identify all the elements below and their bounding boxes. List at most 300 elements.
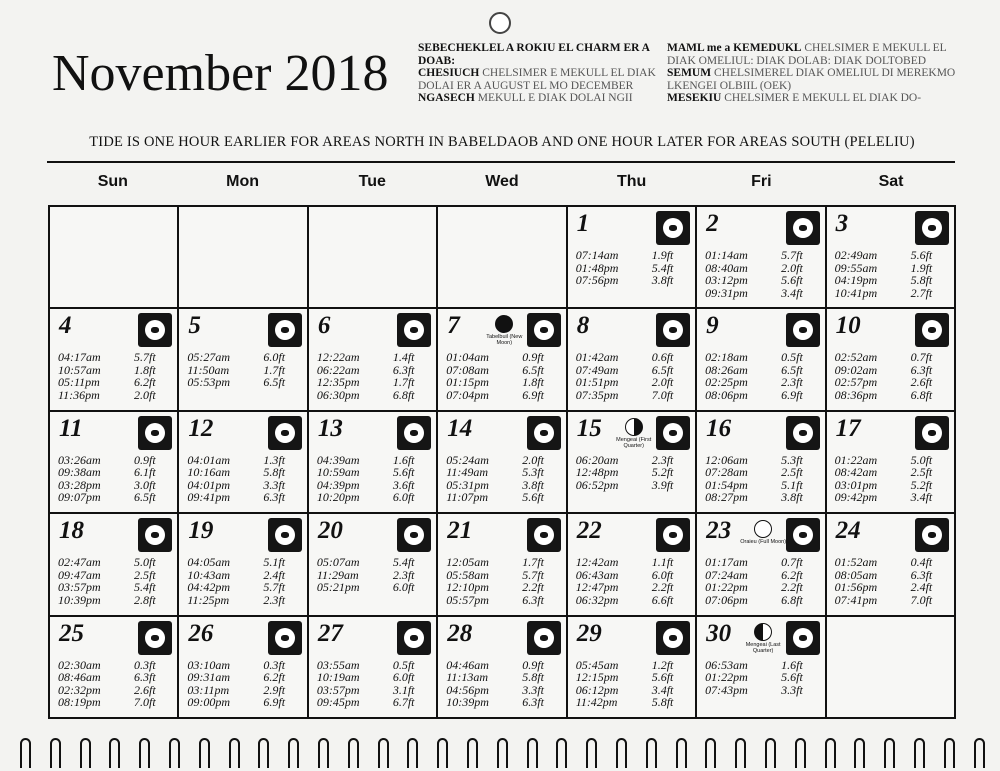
tide-time: 04:01pm bbox=[187, 477, 231, 492]
tide-time: 05:31pm bbox=[446, 477, 489, 492]
day-cell bbox=[568, 412, 697, 514]
tide-entry bbox=[317, 389, 427, 402]
tide-height: 1.9ft bbox=[651, 248, 674, 262]
tide-time: 06:52pm bbox=[575, 477, 619, 492]
day-cell bbox=[50, 514, 179, 616]
day-number: 19 bbox=[188, 517, 214, 545]
tide-time: 11:49am bbox=[446, 465, 489, 480]
tide-list bbox=[835, 351, 945, 401]
tide-time: 08:40am bbox=[705, 260, 748, 275]
binding-ring bbox=[437, 738, 448, 768]
tide-entry bbox=[187, 594, 297, 607]
tide-entry bbox=[705, 556, 815, 569]
tide-list bbox=[446, 659, 556, 709]
tide-time: 10:16am bbox=[187, 465, 231, 480]
tide-height: 6.3ft bbox=[522, 592, 544, 607]
tide-time: 01:22pm bbox=[705, 670, 748, 685]
tide-time: 09:42pm bbox=[834, 490, 878, 505]
binding-ring bbox=[854, 738, 865, 768]
tide-height: 2.2ft bbox=[781, 580, 803, 595]
header-rule bbox=[47, 161, 955, 163]
tide-height: 2.6ft bbox=[134, 682, 156, 697]
legend-left bbox=[418, 42, 664, 105]
tide-time: 01:54pm bbox=[705, 477, 748, 492]
day-number: 2 bbox=[706, 210, 719, 237]
tide-height: 2.8ft bbox=[134, 592, 156, 607]
tide-height: 0.7ft bbox=[910, 350, 933, 365]
tide-entry bbox=[576, 556, 686, 569]
tide-height: 3.8ft bbox=[651, 273, 674, 287]
tide-time: 07:35pm bbox=[575, 387, 619, 402]
tide-height: 3.1ft bbox=[392, 682, 415, 697]
tide-height: 1.7ft bbox=[522, 555, 544, 570]
tide-list bbox=[576, 556, 686, 606]
tide-time: 08:36pm bbox=[834, 387, 878, 402]
ox-icon bbox=[656, 518, 690, 552]
moon-phase-label: Mengeai (First Quarter) bbox=[616, 436, 652, 449]
tide-time: 09:45pm bbox=[316, 695, 360, 710]
tide-entry bbox=[187, 671, 297, 684]
tide-height: 0.3ft bbox=[263, 657, 286, 672]
tide-height: 6.2ft bbox=[781, 567, 803, 582]
binding-ring bbox=[258, 738, 269, 768]
tide-height: 6.0ft bbox=[263, 350, 286, 365]
tide-height: 1.7ft bbox=[392, 375, 415, 390]
tide-time: 08:19pm bbox=[58, 695, 101, 710]
tide-time: 06:32pm bbox=[575, 592, 619, 607]
tide-list bbox=[705, 454, 815, 504]
tide-height: 5.6ft bbox=[651, 670, 674, 685]
tide-entry bbox=[835, 466, 945, 479]
tide-height: 2.2ft bbox=[651, 580, 674, 595]
tide-entry bbox=[187, 466, 297, 479]
tide-time: 06:43am bbox=[575, 567, 619, 582]
day-cell bbox=[568, 617, 697, 719]
binding-ring bbox=[705, 738, 716, 768]
tide-entry bbox=[317, 491, 427, 504]
tide-list bbox=[317, 454, 427, 504]
day-number: 22 bbox=[576, 517, 602, 545]
tide-entry bbox=[58, 491, 168, 504]
binding-ring bbox=[825, 738, 836, 768]
tide-entry bbox=[446, 696, 556, 709]
tide-height: 5.4ft bbox=[134, 580, 156, 595]
tide-time: 05:27am bbox=[187, 350, 231, 365]
empty-day-cell bbox=[309, 207, 438, 309]
pig-icon bbox=[397, 518, 431, 552]
tide-height: 3.4ft bbox=[910, 490, 933, 505]
binding-ring bbox=[497, 738, 508, 768]
tide-list bbox=[187, 454, 297, 504]
day-number: 12 bbox=[188, 414, 214, 442]
day-cell bbox=[697, 207, 826, 309]
tide-height: 5.4ft bbox=[651, 260, 674, 275]
tide-height: 0.4ft bbox=[910, 555, 933, 570]
tide-entry bbox=[58, 389, 168, 402]
tide-time: 01:51pm bbox=[575, 375, 619, 390]
tide-time: 09:02am bbox=[834, 362, 878, 377]
tide-height: 2.0ft bbox=[781, 260, 803, 275]
day-cell bbox=[827, 207, 956, 309]
tide-time: 11:36pm bbox=[58, 387, 100, 402]
day-cell bbox=[309, 412, 438, 514]
tide-entry bbox=[835, 287, 945, 300]
tide-time: 05:11pm bbox=[58, 375, 100, 390]
tide-height: 5.1ft bbox=[781, 477, 803, 492]
tide-height: 5.1ft bbox=[263, 555, 286, 570]
tide-height: 5.3ft bbox=[522, 465, 544, 480]
tide-height: 0.5ft bbox=[781, 350, 803, 365]
day-number: 28 bbox=[447, 619, 473, 647]
day-number: 14 bbox=[447, 414, 473, 442]
tide-height: 2.9ft bbox=[263, 682, 286, 697]
binding-ring bbox=[407, 738, 418, 768]
day-cell bbox=[697, 617, 826, 719]
monkey-icon bbox=[915, 416, 949, 450]
tide-height: 5.6ft bbox=[781, 670, 803, 685]
tide-height: 2.4ft bbox=[263, 567, 286, 582]
tide-height: 7.0ft bbox=[910, 592, 933, 607]
binding-ring bbox=[914, 738, 925, 768]
tide-height: 0.9ft bbox=[522, 657, 544, 672]
tide-list bbox=[187, 659, 297, 709]
binding-ring bbox=[169, 738, 180, 768]
tide-height: 1.1ft bbox=[651, 555, 674, 570]
tide-entry bbox=[576, 581, 686, 594]
tide-height: 5.6ft bbox=[392, 465, 415, 480]
snake-icon bbox=[527, 416, 561, 450]
tide-height: 6.8ft bbox=[392, 387, 415, 402]
snake-icon bbox=[268, 621, 302, 655]
tide-height: 1.6ft bbox=[392, 452, 415, 467]
tide-entry bbox=[187, 696, 297, 709]
tide-height: 1.3ft bbox=[263, 452, 286, 467]
legend-item: NGASECH MEKULL E DIAK DOLAI NGII bbox=[418, 92, 633, 104]
rooster-icon bbox=[786, 621, 820, 655]
day-cell bbox=[179, 617, 308, 719]
tide-time: 07:41pm bbox=[834, 592, 878, 607]
binding-ring bbox=[527, 738, 538, 768]
tide-height: 5.6ft bbox=[781, 273, 803, 287]
tide-height: 2.5ft bbox=[910, 465, 933, 480]
tide-height: 6.3ft bbox=[522, 695, 544, 710]
tide-height: 6.1ft bbox=[134, 465, 156, 480]
tide-time: 04:39pm bbox=[316, 477, 360, 492]
weekday-label: Thu bbox=[617, 173, 647, 190]
tide-height: 6.8ft bbox=[910, 387, 933, 402]
tide-height: 3.8ft bbox=[781, 490, 803, 505]
day-number: 3 bbox=[835, 210, 849, 237]
tide-height: 3.4ft bbox=[651, 682, 674, 697]
day-cell bbox=[179, 514, 308, 616]
tide-entry bbox=[446, 466, 556, 479]
tide-time: 12:15pm bbox=[575, 670, 619, 685]
tide-height: 6.3ft bbox=[910, 362, 933, 377]
tide-height: 3.9ft bbox=[651, 477, 674, 492]
tide-entry bbox=[317, 556, 427, 569]
tide-height: 5.8ft bbox=[910, 273, 933, 287]
tide-time: 12:35pm bbox=[316, 375, 360, 390]
horse-icon bbox=[915, 211, 949, 245]
tide-entry bbox=[835, 491, 945, 504]
tide-height: 3.4ft bbox=[781, 285, 803, 300]
tide-list bbox=[317, 659, 427, 709]
tide-list bbox=[705, 556, 815, 606]
tide-entry bbox=[705, 466, 815, 479]
tide-height: 5.8ft bbox=[651, 695, 674, 710]
tide-time: 11:42pm bbox=[575, 695, 618, 710]
tide-time: 06:20am bbox=[575, 452, 619, 467]
tide-time: 04:17am bbox=[58, 350, 101, 365]
tide-entry bbox=[187, 376, 297, 389]
empty-day-cell bbox=[179, 207, 308, 309]
tide-height: 6.0ft bbox=[392, 580, 415, 595]
tide-list bbox=[446, 454, 556, 504]
tide-time: 08:27pm bbox=[705, 490, 748, 505]
tide-list bbox=[576, 249, 686, 287]
day-cell bbox=[309, 309, 438, 411]
tide-height: 7.0ft bbox=[651, 387, 674, 402]
tide-entry bbox=[705, 249, 815, 262]
tide-entry bbox=[576, 671, 686, 684]
tide-entry bbox=[446, 491, 556, 504]
tide-time: 01:42am bbox=[575, 350, 619, 365]
tide-time: 12:10pm bbox=[446, 580, 489, 595]
tide-height: 6.9ft bbox=[263, 695, 286, 710]
tide-height: 3.3ft bbox=[522, 682, 544, 697]
rat-icon bbox=[527, 518, 561, 552]
tide-time: 09:07pm bbox=[58, 490, 101, 505]
tide-list bbox=[576, 454, 686, 492]
weekday-label: Tue bbox=[358, 173, 386, 190]
tide-list bbox=[58, 351, 168, 401]
tide-height: 1.4ft bbox=[392, 350, 415, 365]
empty-day-cell bbox=[50, 207, 179, 309]
horse-icon bbox=[397, 621, 431, 655]
calendar-grid bbox=[48, 205, 956, 719]
tide-entry bbox=[58, 556, 168, 569]
tide-entry bbox=[317, 466, 427, 479]
tide-time: 02:47am bbox=[58, 555, 101, 570]
tide-time: 09:00pm bbox=[187, 695, 231, 710]
tide-height: 6.5ft bbox=[651, 362, 674, 377]
dragon-icon bbox=[138, 621, 172, 655]
day-number: 4 bbox=[59, 312, 72, 340]
tide-time: 01:17am bbox=[705, 555, 748, 570]
tide-height: 6.3ft bbox=[263, 490, 286, 505]
binding-ring bbox=[288, 738, 299, 768]
tide-time: 07:56pm bbox=[575, 273, 619, 287]
tide-time: 07:24am bbox=[705, 567, 748, 582]
day-number: 24 bbox=[835, 517, 861, 545]
tide-height: 2.5ft bbox=[781, 465, 803, 480]
day-cell bbox=[309, 617, 438, 719]
tide-list bbox=[446, 351, 556, 401]
day-number: 25 bbox=[59, 619, 84, 647]
legend-item: CHESIUCH CHELSIMER E MEKULL EL DIAK DOLAI ER A AUGUST EL MO DECEMBER bbox=[418, 67, 656, 92]
tide-entry bbox=[58, 594, 168, 607]
tide-entry bbox=[576, 274, 686, 287]
tide-entry bbox=[705, 594, 815, 607]
binding-ring bbox=[139, 738, 150, 768]
day-cell bbox=[827, 412, 956, 514]
tide-time: 01:04am bbox=[446, 350, 489, 365]
tide-time: 07:06pm bbox=[705, 592, 748, 607]
tide-entry bbox=[446, 389, 556, 402]
tiger-icon bbox=[786, 518, 820, 552]
tide-list bbox=[58, 556, 168, 606]
weekday-label: Sat bbox=[878, 173, 904, 190]
binding-ring bbox=[795, 738, 806, 768]
day-number: 13 bbox=[317, 414, 343, 442]
tide-time: 07:08am bbox=[446, 362, 489, 377]
moon-new-icon bbox=[495, 315, 513, 333]
dragon-icon bbox=[397, 416, 431, 450]
binding-ring bbox=[884, 738, 895, 768]
moon-phase-label: Oraieu (Full Moon) bbox=[740, 539, 787, 546]
tide-height: 6.7ft bbox=[392, 695, 415, 710]
hanging-hole bbox=[489, 12, 511, 34]
day-number: 11 bbox=[59, 414, 83, 442]
tide-height: 6.5ft bbox=[263, 375, 286, 390]
tide-time: 02:52am bbox=[834, 350, 878, 365]
tide-height: 6.9ft bbox=[522, 387, 544, 402]
tide-time: 10:43am bbox=[187, 567, 231, 582]
tide-time: 05:45am bbox=[575, 657, 619, 672]
day-cell bbox=[568, 514, 697, 616]
day-cell bbox=[50, 617, 179, 719]
tide-height: 6.0ft bbox=[651, 567, 674, 582]
tide-entry bbox=[705, 581, 815, 594]
tide-time: 10:20pm bbox=[316, 490, 360, 505]
tide-time: 09:55am bbox=[834, 260, 878, 275]
tide-height: 3.0ft bbox=[134, 477, 156, 492]
tide-height: 2.3ft bbox=[651, 452, 674, 467]
ox-icon bbox=[915, 313, 949, 347]
binding-ring bbox=[318, 738, 329, 768]
tide-time: 02:49am bbox=[834, 248, 878, 262]
tide-height: 3.3ft bbox=[781, 682, 803, 697]
tide-time: 05:24am bbox=[446, 452, 489, 467]
dog-icon bbox=[527, 313, 561, 347]
tide-list bbox=[835, 556, 945, 606]
tide-time: 06:22am bbox=[316, 362, 360, 377]
rooster-icon bbox=[138, 518, 172, 552]
tide-list bbox=[576, 351, 686, 401]
tide-entry bbox=[835, 594, 945, 607]
tide-height: 2.3ft bbox=[392, 567, 415, 582]
tide-time: 04:46am bbox=[446, 657, 489, 672]
dog-icon bbox=[268, 518, 302, 552]
day-number: 21 bbox=[447, 517, 473, 545]
tide-time: 09:47am bbox=[58, 567, 101, 582]
tide-height: 5.2ft bbox=[651, 465, 674, 480]
tide-height: 5.2ft bbox=[910, 477, 933, 492]
tide-entry bbox=[835, 389, 945, 402]
tide-time: 04:56pm bbox=[446, 682, 489, 697]
tide-height: 0.9ft bbox=[134, 452, 156, 467]
tide-height: 6.0ft bbox=[392, 670, 415, 685]
tide-time: 10:39pm bbox=[446, 695, 489, 710]
binding-ring bbox=[109, 738, 120, 768]
tide-time: 10:19am bbox=[316, 670, 360, 685]
day-cell bbox=[697, 309, 826, 411]
tide-entry bbox=[58, 671, 168, 684]
tide-time: 11:13am bbox=[446, 670, 489, 685]
weekday-label: Sun bbox=[97, 173, 128, 190]
day-cell bbox=[179, 412, 308, 514]
tide-time: 03:12pm bbox=[705, 273, 748, 287]
tide-time: 09:41pm bbox=[187, 490, 231, 505]
tide-time: 10:39pm bbox=[58, 592, 101, 607]
legend-item: SEBECHEKLEL A ROKIU EL CHARM ER A DOAB: bbox=[418, 42, 650, 67]
day-number: 6 bbox=[317, 312, 331, 340]
tide-height: 6.2ft bbox=[263, 670, 286, 685]
tide-height: 6.8ft bbox=[781, 592, 803, 607]
tide-height: 3.3ft bbox=[263, 477, 286, 492]
tide-time: 03:26am bbox=[58, 452, 101, 467]
day-number: 7 bbox=[447, 312, 460, 340]
binding-ring bbox=[20, 738, 31, 768]
tide-time: 10:59am bbox=[316, 465, 360, 480]
tide-height: 5.6ft bbox=[522, 490, 544, 505]
tide-time: 03:55am bbox=[316, 657, 360, 672]
tide-height: 1.6ft bbox=[781, 657, 803, 672]
tide-height: 6.6ft bbox=[651, 592, 674, 607]
tide-entry bbox=[58, 466, 168, 479]
day-number: 23 bbox=[706, 517, 732, 545]
tide-time: 03:01pm bbox=[834, 477, 878, 492]
tide-time: 05:58am bbox=[446, 567, 489, 582]
binding-ring bbox=[50, 738, 61, 768]
tide-height: 1.9ft bbox=[910, 260, 933, 275]
tide-time: 02:30am bbox=[58, 657, 101, 672]
tide-list bbox=[317, 556, 427, 594]
tide-height: 6.0ft bbox=[392, 490, 415, 505]
weekday-label: Wed bbox=[485, 173, 519, 190]
tide-entry bbox=[576, 594, 686, 607]
tide-list bbox=[835, 454, 945, 504]
day-number: 20 bbox=[317, 517, 343, 545]
tide-entry bbox=[187, 556, 297, 569]
tide-time: 03:57pm bbox=[58, 580, 101, 595]
goat-icon bbox=[527, 621, 561, 655]
goat-icon bbox=[786, 416, 820, 450]
tide-entry bbox=[576, 249, 686, 262]
tide-time: 07:43pm bbox=[705, 682, 748, 697]
tide-entry bbox=[835, 274, 945, 287]
rooster-icon bbox=[397, 313, 431, 347]
tide-entry bbox=[317, 696, 427, 709]
snake-icon bbox=[786, 211, 820, 245]
tide-time: 10:41pm bbox=[834, 285, 878, 300]
tide-time: 12:22am bbox=[316, 350, 360, 365]
tide-height: 5.7ft bbox=[522, 567, 544, 582]
tide-time: 01:56pm bbox=[834, 580, 878, 595]
tide-entry bbox=[187, 581, 297, 594]
tide-time: 01:48pm bbox=[575, 260, 619, 275]
day-cell bbox=[50, 412, 179, 514]
tide-time: 04:01am bbox=[187, 452, 231, 467]
tide-entry bbox=[317, 581, 427, 594]
tide-time: 08:42am bbox=[834, 465, 878, 480]
tide-time: 03:10am bbox=[187, 657, 231, 672]
tide-height: 2.0ft bbox=[134, 387, 156, 402]
tide-height: 5.4ft bbox=[392, 555, 415, 570]
tide-height: 2.3ft bbox=[781, 375, 803, 390]
tide-time: 10:57am bbox=[58, 362, 101, 377]
tide-entry bbox=[576, 466, 686, 479]
